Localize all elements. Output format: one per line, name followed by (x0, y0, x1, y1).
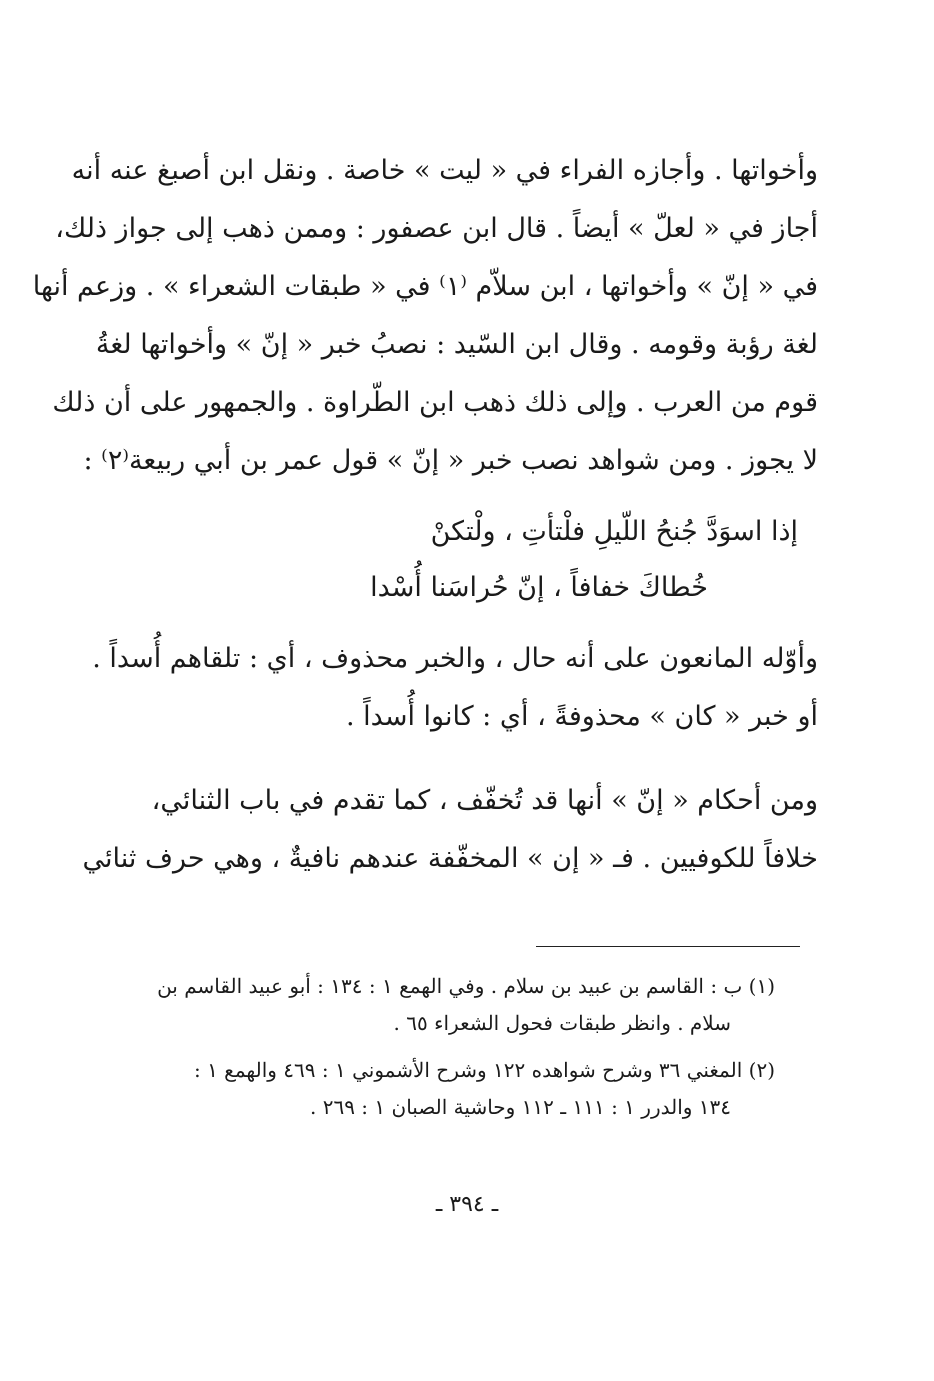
text-line: وأوّله المانعون على أنه حال ، والخبر محذوف ، أي : تلقاهم أُسداً . (92, 643, 818, 674)
paragraph-interpretation (92, 630, 818, 746)
text-line: وأخواتها . وأجازه الفراء في « ليت » خاصة . ونقل ابن أصبغ عنه أنه (71, 155, 818, 186)
footnote-line: ١٣٤ والدرر ١ : ١١١ ـ ١١٢ وحاشية الصبان ١ : ٢٦٩ . (310, 1095, 731, 1119)
footnote-line: سلام . وانظر طبقات فحول الشعراء ٦٥ . (393, 1011, 731, 1035)
spacer (128, 746, 818, 772)
footnote-1 (150, 968, 775, 1042)
footnote-separator (536, 946, 800, 947)
poetry-verse (128, 504, 818, 616)
footnotes (150, 968, 775, 1136)
text-line: قوم من العرب . وإلى ذلك ذهب ابن الطّراوة . والجمهور على أن ذلك (52, 387, 818, 418)
text-line: لا يجوز . ومن شواهد نصب خبر « إنّ » قول عمر بن أبي ربيعة⁽٢⁾ : (83, 445, 818, 476)
text-line: ومن أحكام « إنّ » أنها قد تُخفّف ، كما تقدم في باب الثنائي، (151, 785, 818, 816)
footnote-2 (150, 1052, 775, 1126)
main-text (32, 142, 818, 888)
paragraph-lightening (82, 772, 818, 888)
text-line: لغة رؤبة وقومه . وقال ابن السّيد : نصبُ خبر « إنّ » وأخواتها لغةُ (95, 329, 818, 360)
footnote-line: (١) ب : القاسم بن عبيد بن سلام . وفي الهمع ١ : ١٣٤ : أبو عبيد القاسم بن (157, 974, 775, 998)
paragraph-opening (32, 142, 818, 490)
verse-second-hemistich: خُطاكَ خفافاً ، إنّ حُراسَنا أُسْدا (370, 572, 708, 603)
text-line: أجاز في « لعلّ » أيضاً . قال ابن عصفور : وممن ذهب إلى جواز ذلك، (55, 213, 818, 244)
page-number: ـ ٣٩٤ ـ (435, 1192, 499, 1217)
text-line: أو خبر « كان » محذوفةً ، أي : كانوا أُسداً . (346, 701, 818, 732)
text-line: في « إنّ » وأخواتها ، ابن سلاّم ⁽١⁾ في « طبقات الشعراء » . وزعم أنها (32, 271, 818, 302)
spacer (128, 616, 818, 630)
text-line: خلافاً للكوفيين . فـ « إن » المخفّفة عندهم نافيةٌ ، وهي حرف ثنائي (82, 843, 818, 874)
verse-first-hemistich: إذا اسوَدَّ جُنحُ اللّيلِ فلْتأتِ ، ولْتكنْ (430, 516, 798, 547)
footnote-line: (٢) المغني ٣٦ وشرح شواهده ١٢٢ وشرح الأشموني ١ : ٤٦٩ والهمع ١ : (193, 1058, 775, 1082)
spacer (128, 490, 818, 504)
